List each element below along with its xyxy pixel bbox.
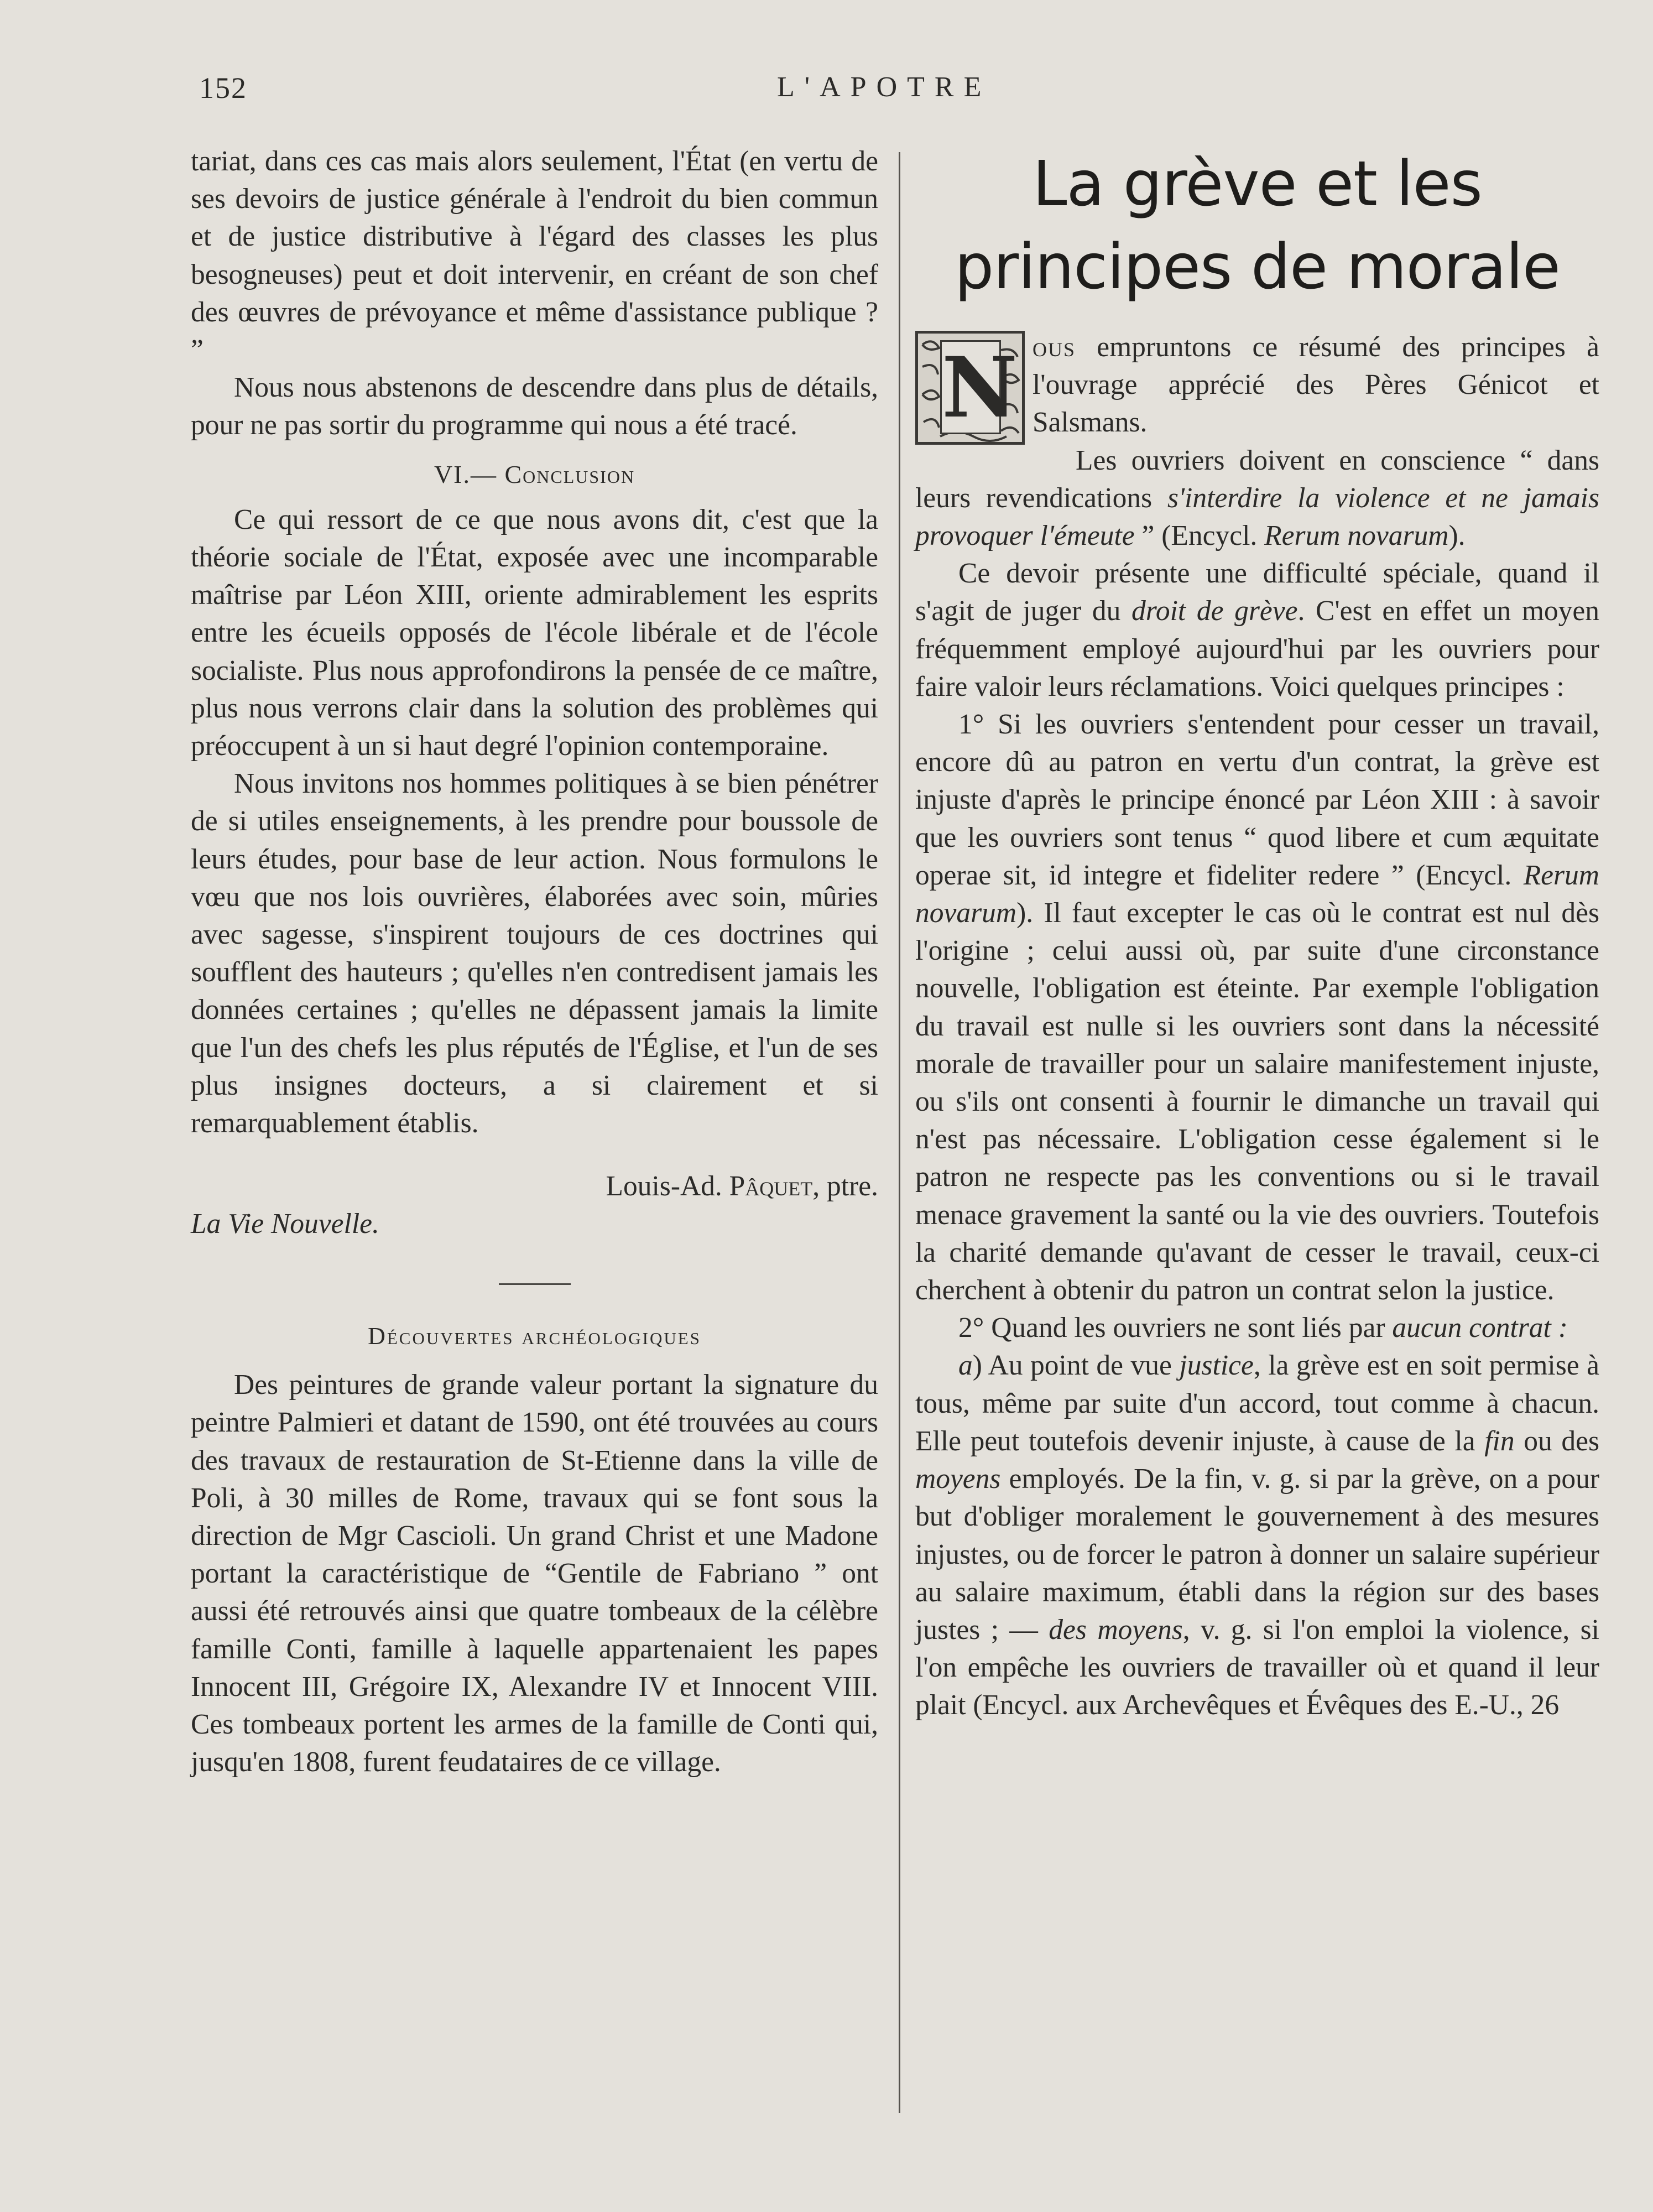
separator-ornament	[191, 1263, 878, 1301]
italic-run: Rerum novarum	[915, 859, 1599, 929]
signature	[191, 1168, 878, 1205]
left-column	[191, 143, 878, 1781]
drop-cap-ornament	[915, 331, 1025, 445]
page-number: 152	[199, 71, 247, 105]
italic-run: Rerum novarum	[1264, 520, 1449, 552]
signature-prefix: Louis-Ad.	[606, 1170, 729, 1203]
column-divider	[899, 152, 900, 2113]
section-heading: VI.— Conclusion	[434, 460, 635, 488]
italic-run: moyens	[915, 1463, 1001, 1495]
text-run: ).	[1448, 520, 1466, 552]
text-run: ). Il faut excepter le cas où le contrat est nul dès l'origine ; celui aussi où, par suite d'une circonstance nouvelle, l'obligation est éteinte. Par exemple l'obligation du travail est nulle si les ouvriers sont dans la nécessité morale de travailler pour un salaire manifestement injuste, ou s'ils ont consenti à fournir le dimanche un travail qui n'est pas nécessaire. L'obligation cesse également si le patron ne respecte pas les conventions ou si le travail menace gravement la santé ou la vie des ouvriers. Toutefois la charité demande qu'avant de cesser le travail, ceux-ci cherchent à obtenir du patron un contrat selon la justice.	[915, 897, 1599, 1307]
text-run: 2° Quand les ouvriers ne sont liés par	[958, 1312, 1393, 1344]
text-run: , v. g. si l'on emploi la violence, si l'on empêche les ouvriers de travailler où et quand il leur plait (Encycl. aux Archevêques et Évêques des E.-U., 26	[915, 1614, 1599, 1721]
intro-smallcaps: ous	[1033, 331, 1076, 363]
paragraph	[915, 1347, 1599, 1724]
intro-text: empruntons ce résumé des principes à l'ouvrage apprécié des Pères Génicot et Salsmans.	[1033, 331, 1599, 439]
signature-suffix: , ptre.	[812, 1170, 878, 1203]
italic-run: droit de grève	[1131, 595, 1298, 627]
source-credit: La Vie Nouvelle.	[191, 1208, 379, 1240]
right-column	[915, 143, 1599, 1725]
text-run: Les ouvriers doivent en conscience “ dans leurs revendications	[915, 444, 1599, 514]
text-run: ” (Encycl.	[1134, 520, 1265, 552]
paragraph: tariat, dans ces cas mais alors seulement, l'État (en vertu de ses devoirs de justice générale à l'endroit du bien commun et de justice distributive à l'égard des classes les plus besogneuses) peut et doit intervenir, en créant de son chef des œuvres de prévoyance et même d'assistance publique ? ”	[191, 145, 878, 366]
paragraph: Des peintures de grande valeur portant la signature du peintre Palmieri et datant de 1590, ont été trouvées au cours des travaux de restauration de St-Etienne dans la ville de Poli, à 30 milles de Rome, travaux qui se font sous la direction de Mgr Cascioli. Un grand Christ et une Madone portant la caractéristique de “Gentile de Fabriano ” ont aussi été retrouvés ainsi que quatre tombeaux de la célèbre famille Conti, famille à laquelle appartenaient les papes Innocent III, Grégoire IX, Alexandre IV et Innocent VIII. Ces tombeaux portent les armes de la famille de Conti qui, jusqu'en 1808, furent feudataires de ce village.	[191, 1369, 878, 1778]
text-run: 1° Si les ouvriers s'entendent pour cesser un travail, encore dû au patron en vertu d'un contrat, la grève est injuste d'après le principe énoncé par Léon XIII : à savoir que les ouvriers sont tenus “ quod libere et cum æquitate operae sit, id integre et fideliter redere ” (Encycl.	[915, 709, 1599, 891]
section-heading: Découvertes archéologiques	[368, 1322, 701, 1350]
paragraph	[915, 555, 1599, 706]
signature-name: Pâquet	[729, 1170, 813, 1203]
text-run: Ce devoir présente une difficulté spéciale, quand il s'agit de juger du	[915, 558, 1599, 627]
running-header: L'APOTRE	[777, 71, 992, 103]
italic-run: a	[958, 1350, 973, 1382]
italic-run: aucun contrat :	[1392, 1312, 1568, 1344]
drop-cap-letter: N	[940, 340, 1001, 434]
italic-run: fin	[1484, 1425, 1515, 1457]
paragraph	[915, 442, 1599, 555]
paragraph	[915, 706, 1599, 1309]
paragraph: Ce qui ressort de ce que nous avons dit, c'est que la théorie sociale de l'État, exposée avec une incomparable maîtrise par Léon XIII, oriente admirablement les esprits entre les écueils opposés de l'école libérale et de l'école socialiste. Plus nous approfondirons la pensée de ce maître, plus nous verrons clair dans la solution des problèmes qui préoccupent à un si haut degré l'opinion contemporaine.	[191, 503, 878, 762]
paragraph: Nous invitons nos hommes politiques à se bien pénétrer de si utiles enseignements, à les prendre pour boussole de leurs études, pour base de leur action. Nous formulons le vœu que nos lois ouvrières, élaborées avec soin, mûries avec sagesse, s'inspirent toujours de ces doctrines qui soufflent des hauteurs ; qu'elles n'en contredisent jamais les données certaines ; qu'elles ne dépassent jamais la limite que l'un des chefs les plus réputés de l'Église, et l'un de ses plus insignes docteurs, a si clairement et si remarquablement établis.	[191, 768, 878, 1139]
text-run: . C'est en effet un moyen fréquemment employé aujourd'hui par les ouvriers pour faire valoir leurs réclamations. Voici quelques principes :	[915, 595, 1599, 702]
italic-run: des moyens	[1049, 1614, 1183, 1646]
text-run: ou des	[1514, 1425, 1600, 1457]
italic-run: s'interdire la violence et ne jamais provoquer l'émeute	[915, 482, 1599, 552]
paragraph: Nous nous abstenons de descendre dans plus de détails, pour ne pas sortir du programme qui nous a été tracé.	[191, 372, 878, 441]
text-run: employés. De la fin, v. g. si par la grève, on a pour but d'obliger moralement le gouvernement à des mesures injustes, ou de forcer le patron à donner un salaire supérieur au salaire maximum, établi dans la région sur des bases justes ; —	[915, 1463, 1599, 1646]
text-run: ) Au point de vue	[972, 1350, 1180, 1382]
paragraph	[915, 1309, 1599, 1347]
text-run: , la grève est en soit permise à tous, même par suite d'un accord, tout comme à chacun. Elle peut toutefois devenir injuste, à cause de la	[915, 1350, 1599, 1457]
article-title: La grève et les principes de morale	[955, 148, 1560, 303]
italic-run: justice	[1179, 1350, 1254, 1382]
